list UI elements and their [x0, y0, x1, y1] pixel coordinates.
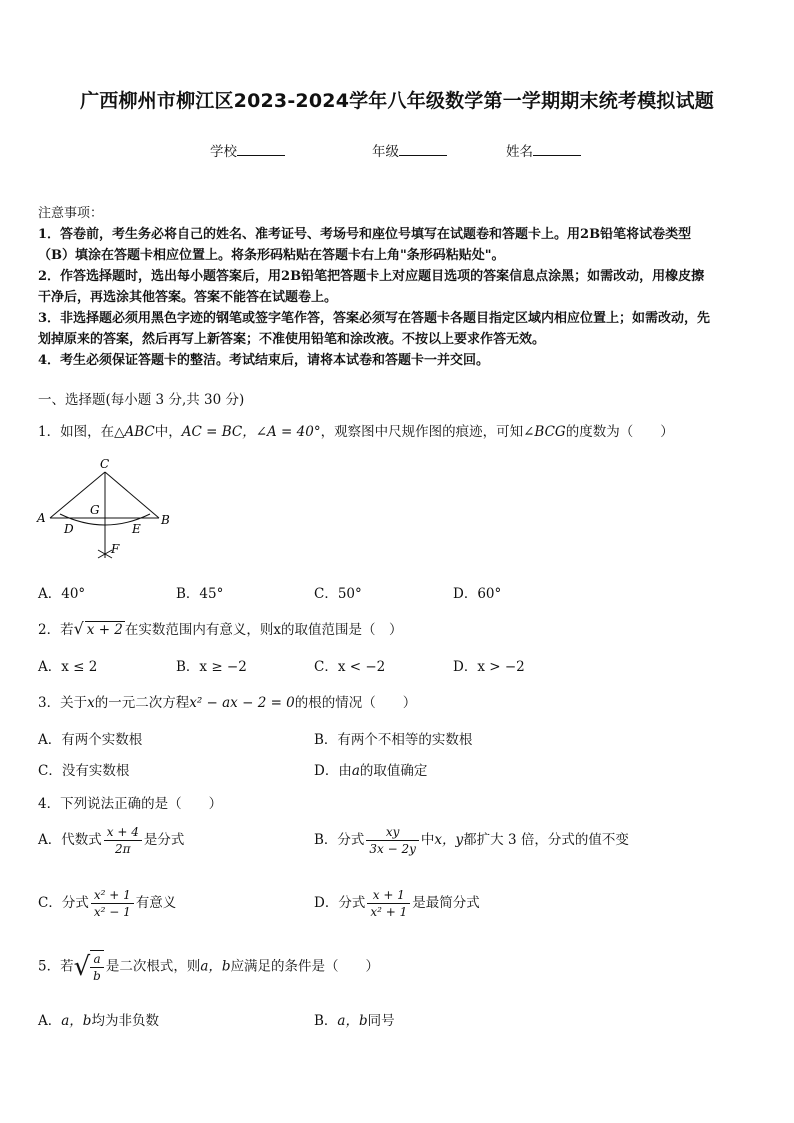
q4a-den: 2π [115, 842, 131, 856]
notes-block [38, 203, 758, 371]
label-g: G [90, 503, 100, 517]
q5-num: a [90, 951, 104, 968]
q4-option-c[interactable] [38, 887, 176, 920]
q3-option-a[interactable]: A．有两个实数根 [38, 732, 143, 748]
q3-optd-pre: D．由 [314, 763, 352, 779]
school-label: 学校 [210, 144, 237, 160]
note-line: 1．答卷前，考生务必将自己的姓名、准考证号、考场号和座位号填写在试题卷和答题卡上。用2B铅笔将试卷类型 [38, 227, 692, 242]
q1-figure [34, 452, 184, 564]
q4c-num: x² + 1 [91, 887, 134, 904]
q4b-num: xy [366, 824, 419, 841]
q3-mid: 的一元二次方程 [94, 695, 190, 711]
q5a-post: 均为非负数 [91, 1013, 159, 1029]
q4d-fraction [367, 887, 410, 920]
q3-option-b[interactable]: B．有两个不相等的实数根 [314, 732, 473, 748]
label-f: F [111, 542, 120, 556]
label-c: C [100, 457, 110, 471]
q1-option-d[interactable]: D．60° [453, 586, 502, 602]
q1-suffix2: 的度数为（ ） [565, 424, 674, 440]
segment-bc [105, 472, 159, 518]
q4a-num: x + 4 [104, 824, 142, 841]
q5b-vars: a，b [337, 1013, 368, 1029]
q4b-mid: 中 [420, 832, 435, 848]
q5-mid: 是二次根式，则 [105, 958, 201, 975]
q3-option-c[interactable]: C．没有实数根 [38, 763, 130, 779]
q1-angle: ∠BCG [523, 424, 566, 440]
name-blank[interactable] [533, 141, 581, 156]
q5a-pre: A． [38, 1013, 62, 1029]
q2-option-c[interactable]: C．x < −2 [314, 659, 386, 675]
question-2-stem [38, 618, 403, 638]
question-3-stem [38, 691, 416, 711]
name-label: 姓名 [506, 144, 533, 160]
grade-blank[interactable] [399, 141, 447, 156]
q3-suffix: 的根的情况（ ） [294, 695, 417, 711]
q4d-pre: D．分式 [314, 895, 366, 911]
note-line: （B）填涂在答题卡相应位置上。将条形码粘贴在答题卡右上角"条形码粘贴处"。 [38, 248, 505, 263]
q5-fraction [90, 950, 104, 984]
q3-optd-var: a [351, 763, 360, 779]
label-e: E [132, 522, 141, 536]
q4c-post: 有意义 [135, 895, 177, 911]
q1-condition: AC = BC，∠A = 40° [181, 424, 321, 440]
q1-option-b[interactable]: B．45° [176, 586, 224, 602]
q4-option-d[interactable] [314, 887, 480, 920]
q2-option-d[interactable]: D．x > −2 [453, 659, 525, 675]
q5b-pre: B． [314, 1013, 338, 1029]
q5-suffix: 应满足的条件是（ ） [230, 958, 380, 975]
q2-prefix: 2．若 [38, 622, 74, 638]
q4d-post: 是最简分式 [412, 895, 480, 911]
q4c-fraction [91, 887, 134, 920]
q3-equation: x² − ax − 2 = 0 [189, 695, 295, 711]
notes-heading: 注意事项： [38, 206, 104, 221]
school-blank[interactable] [237, 141, 285, 156]
q4-option-a[interactable] [38, 824, 184, 857]
section-title: 一、选择题(每小题 3 分,共 30 分) [38, 392, 245, 408]
note-line: 划掉原来的答案，然后再写上新答案；不准使用铅笔和涂改液。不按以上要求作答无效。 [38, 332, 546, 347]
q2-radicand: x + 2 [86, 622, 123, 638]
q5-option-b[interactable] [314, 1009, 395, 1029]
question-4-stem: 4．下列说法正确的是（ ） [38, 796, 223, 812]
q4-option-b[interactable] [314, 824, 629, 857]
label-d: D [64, 522, 74, 536]
grade-label: 年级 [372, 144, 399, 160]
q3-prefix: 3．关于 [38, 695, 88, 711]
q4b-den: 3x − 2y [369, 842, 416, 856]
q4c-den: x² − 1 [93, 905, 131, 919]
note-line: 3．非选择题必须用黑色字迹的钢笔或签字笔作答，答案必须写在答题卡各题目指定区域内相应位置上；如需改动，先 [38, 311, 711, 326]
q5b-post: 同号 [367, 1013, 395, 1029]
q4b-post: 都扩大 3 倍，分式的值不变 [463, 832, 629, 848]
q5-option-a[interactable] [38, 1009, 159, 1029]
question-1-stem [38, 420, 674, 440]
school-field [210, 140, 285, 160]
q4a-pre: A．代数式 [38, 832, 102, 848]
q4a-post: 是分式 [143, 832, 185, 848]
note-line: 干净后，再选涂其他答案。答案不能答在试题卷上。 [38, 290, 338, 305]
q3-var: x [87, 695, 95, 711]
note-line: 2．作答选择题时，选出每小题答案后，用2B铅笔把答题卡上对应题目选项的答案信息点涂黑；如需改动，用橡皮擦 [38, 269, 705, 284]
q1-prefix: 1．如图，在 [38, 424, 115, 440]
q5a-vars: a，b [61, 1013, 92, 1029]
q4b-pre: B．分式 [314, 832, 365, 848]
q5-den: b [93, 969, 101, 983]
label-a: A [37, 511, 46, 525]
radical-sign: √ [73, 619, 84, 638]
q2-option-a[interactable]: A．x ≤ 2 [38, 659, 98, 675]
q1-triangle: △ABC [114, 424, 155, 440]
label-b: B [161, 513, 170, 527]
note-line: 4．考生必须保证答题卡的整洁。考试结束后，请将本试卷和答题卡一并交回。 [38, 353, 490, 368]
question-5-stem [38, 950, 379, 984]
q2-option-b[interactable]: B．x ≥ −2 [176, 659, 247, 675]
name-field [506, 140, 581, 160]
q3-optd-post: 的取值确定 [359, 763, 428, 779]
q1-option-a[interactable]: A．40° [38, 586, 86, 602]
q1-mid: 中， [154, 424, 182, 440]
q4d-den: x² + 1 [370, 905, 408, 919]
radical-sign: √ [73, 952, 91, 982]
q2-suffix: 在实数范围内有意义，则x的取值范围是（ ） [124, 622, 403, 638]
q4b-fraction [366, 824, 419, 857]
q1-option-c[interactable]: C．50° [314, 586, 362, 602]
grade-field [372, 140, 447, 160]
q4b-vars: x，y [434, 832, 464, 848]
q4a-fraction [104, 824, 142, 857]
q4d-num: x + 1 [367, 887, 410, 904]
q5-prefix: 5．若 [38, 958, 74, 975]
q1-suffix: ，观察图中尺规作图的痕迹，可知 [320, 424, 524, 440]
exam-title: 广西柳州市柳江区2023-2024学年八年级数学第一学期期末统考模拟试题 [80, 90, 714, 112]
q5-vars: a，b [200, 958, 231, 975]
q3-option-d[interactable] [314, 759, 427, 779]
q4c-pre: C．分式 [38, 895, 89, 911]
